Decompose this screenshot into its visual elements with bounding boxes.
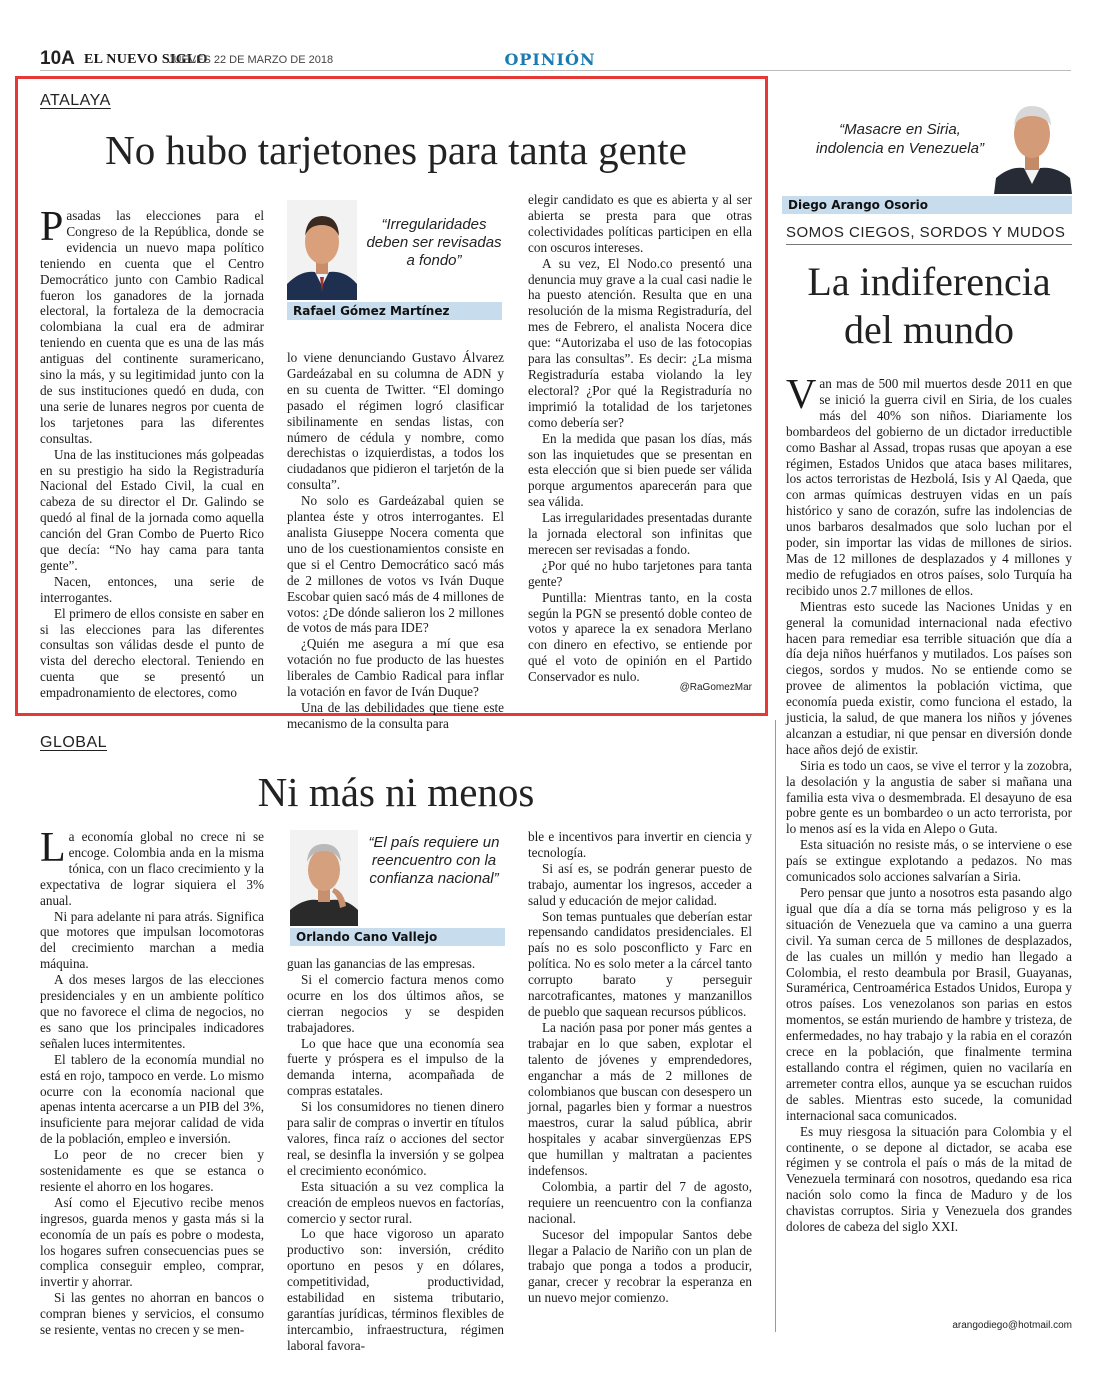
paragraph: Si los consumidores no tienen dinero para salir de compras o invertir en títulos valores, finca raíz o acciones del sector real, se desinfla la inversión y se golpea el crecimiento económico. — [287, 1099, 504, 1178]
paragraph: No solo es Gardeázabal quien se plantea éste y otros interrogantes. El analista Giuseppe Nocera comenta que uno de los cuestionamientos consiste en que si el Centro Democrático sacó más de 2 millones de votos vs Iván Duque Escobar quien sacó más de 4 millones de votos: ¿De dónde salieron los 2 millones de votos de más para IDE? — [287, 493, 504, 636]
paragraph: A su vez, El Nodo.co presentó una denuncia muy grave a la cual casi nadie le ha puesto atención. Resulta que en una resolución de la misma Registraduría, del mes de Febrero, el analista Nocera dice que: “Autorizaba el uso de las fotocopias para las consultas”. Es decir: ¿La misma Registraduría estaba violando la ley electoral? ¿Por qué la Registraduría no imprimió la totalidad de los tarjetones como debería ser? — [528, 255, 752, 430]
page-number: 10A — [40, 48, 75, 69]
paragraph: Son temas puntuales que deberían estar repensando candidatos presidenciales. El país no es solo posconflicto y Farc en política. No es solo meter a la cárcel tanto corrupto barato y perseguir narcotraficantes, matones y manzanillos de pueblo que saquean recursos públicos. — [528, 908, 752, 1019]
paragraph: Van mas de 500 mil muertos desde 2011 en que se inició la guerra civil en Siria, de los cuales más del 40% son niños. Diariamente los bombardeos del gobierno de un dictador irreductible como Bashar al Assad, tropas rusas que apoyan a ese régimen, Estados Unidos que ataca bases militares, los actos terroristas de Hezbolá, Isis y Al Qaeda, que con armas químicas destruyen vidas en un país histórico y sano de corazón, sufre las indolencias de unos barbaros desalmados que solo luchan por el poder, sin importar las vidas de millones de sirios. Mas de 12 millones de desplazados y 4 millones y medio de refugiados en otros países, solo Turquía ha recibido unos 2.7 millones de ellos. — [786, 372, 1072, 598]
atalaya-column-3 — [528, 192, 752, 685]
paragraph: Si las gentes no ahorran en bancos o compran bienes y servicios, el consumo se resiente, ventas no crecen y se men- — [40, 1290, 264, 1338]
author-name: Diego Arango Osorio — [782, 196, 1072, 214]
atalaya-headline: No hubo tarjetones para tanta gente — [105, 127, 687, 173]
paragraph: Colombia, a partir del 7 de agosto, requiere un reencuentro con la confianza nacional. — [528, 1178, 752, 1226]
paragraph: Es muy riesgosa la situación para Colombia y el continente, o se depone al dictador, se acaba ese régimen y se controla el país o más de la mitad de Venezuela terminará con nosotros, quedando esa rica nación solo como la finca de Maduro y de los chavistas corruptos. Siria y Venezuela dos grandes dolores de cabeza del siglo XXI. — [786, 1123, 1072, 1235]
sidebar-kicker: SOMOS CIEGOS, SORDOS Y MUDOS — [786, 224, 1072, 245]
paragraph: guan las ganancias de las empresas. — [287, 956, 476, 971]
global-column-2 — [287, 956, 504, 1354]
section-title: OPINIÓN — [504, 50, 596, 69]
paragraph: Una de las debilidades que tiene este mecanismo de la consulta para — [287, 699, 504, 731]
paragraph: El tablero de la economía mundial no está en rojo, tampoco en verde. Lo mismo ocurre con la economía nacional que apenas intenta acercarse a un PIB del 3%, insuficiente para mejorar calidad de vida de la población, empleo e inversión. — [40, 1051, 264, 1147]
paragraph: Pero pensar que junto a nosotros esta pasando algo igual que día a día se torna más peligroso y es la situación de Venezuela que va camino a una guerra civil. Ya suman cerca de 5 millones de desplazados, de las cuales un millón y medio han llegado a Colombia, el resto deambula por Brasil, Guayanas, Suramérica, Centroamérica Estados Unidos, Europa y otros países. Los venezolanos son parias en estos momentos, se están muriendo de hambre y tristeza, de enfermedades, no hay trabajo y la rabia en el corazón crece en la población, que finalmente termina estallando contra el régimen, quien no vacilaría en arremeter contra ellos, aunque ya se escuchan ruidos de sables. Mientras esto sucede, la comunidad internacional saca comunicados. — [786, 885, 1072, 1123]
paragraph: Las irregularidades presentadas durante la jornada electoral son infinitas que merecen ser revisadas a fondo. — [528, 510, 752, 557]
newspaper-name: EL NUEVO SIGLO — [84, 52, 208, 67]
author-email: arangodiego@hotmail.com — [952, 1320, 1072, 1331]
atalaya-column-1 — [40, 204, 264, 701]
author-photo — [290, 830, 358, 926]
paragraph: Así como el Ejecutivo recibe menos ingresos, guarda menos y gasta más si la economía de un país es pobre o modesta, los hogares sufren consecuencias pues se complica conseguir empleo, comprar, invertir y ahorrar. — [40, 1194, 264, 1290]
paragraph: elegir candidato es que es abierta y al ser abierta se presta para que otras colectividades políticas participen en ella con oscuros intereses. — [528, 192, 752, 255]
author-name: Orlando Cano Vallejo — [290, 928, 505, 946]
paragraph: El primero de ellos consiste en saber en si las elecciones para las diferentes consultas son válidas desde el punto de vista del derecho electoral. Teniendo en cuenta que se presentó un empadronamiento de electores, como — [40, 605, 264, 701]
issue-date: JUEVES 22 DE MARZO DE 2018 — [168, 54, 334, 66]
global-kicker: GLOBAL — [40, 734, 108, 751]
author-photo — [287, 200, 357, 300]
paragraph: lo viene denunciando Gustavo Álvarez Gardeázabal en su columna de ADN y en su cuenta de Twitter. “El domingo pasado el régimen logró clasificar sibilinamente en sendas listas, con número de cédula y nombre, como derechistas o izquierdistas, a todos los ciudadanos que pidieron el tarjetón de la consulta”. — [287, 350, 504, 493]
paragraph: Lo que hace que una economía sea fuerte y próspera es el impulso de la demanda interna, acompañada de compras estatales. — [287, 1035, 504, 1099]
author-photo — [990, 90, 1072, 194]
paragraph: ¿Quién me asegura a mí que esa votación no fue producto de las huestes liberales de Cambio Radical para inflar la votación en favor de Iván Duque? — [287, 636, 504, 700]
author-name: Rafael Gómez Martínez — [287, 302, 502, 320]
sidebar-pull-quote: “Masacre en Siria, indolencia en Venezuela” — [816, 121, 984, 157]
paragraph: Siria es todo un caos, se vive el terror y la zozobra, la desolación y la angustia de saber si mañana una familia esta viva o desmembrada. El desayuno de esa pobre gente es un bombardeo o un acto terrorista, por lo menos así es la vida en Alepo o Guta. — [786, 757, 1072, 837]
paragraph: Lo que hace vigoroso un aparato productivo son: inversión, crédito oportuno en pesos y en dólares, competitividad, productividad, estabilidad en sistema tributario, garantías jurídicas, términos flexibles de intercambio, infraestructura, régimen laboral favora- — [287, 1226, 504, 1353]
paragraph: Lo peor de no crecer bien y sostenidamente es que se estanca o resiente el ahorro en los hogares. — [40, 1147, 264, 1194]
paragraph: Nacen, entonces, una serie de interrogantes. — [40, 573, 264, 605]
paragraph: Si así es, se podrán generar puesto de trabajo, aumentar los ingresos, acceder a salud y educación de mejor calidad. — [528, 860, 752, 908]
paragraph: En la medida que pasan los días, más son las inquietudes que se presentan en esta elección que si bien puede ser válida porque argumentos aparecerán para que sea válida. — [528, 430, 752, 510]
author-handle: @RaGomezMar — [679, 682, 752, 693]
global-column-3 — [528, 829, 752, 1306]
global-headline: Ni más ni menos — [257, 769, 535, 815]
paragraph: Sucesor del impopular Santos debe llegar a Palacio de Nariño con un plan de trabajo que ponga a todos a producir, ganar, crecer y recobrar la esperanza en un nuevo mejor comienzo. — [528, 1226, 752, 1306]
column-divider — [775, 720, 776, 1332]
sidebar-headline: La indiferencia del mundo — [807, 259, 1051, 352]
pull-quote: “Irregularidades deben ser revisadas a fondo” — [366, 216, 502, 269]
paragraph: ble e incentivos para invertir en ciencia y tecnología. — [528, 829, 752, 860]
paragraph: Ni para adelante ni para atrás. Significa que motores que impulsan locomotoras del crecimiento marchan a media máquina. — [40, 908, 264, 972]
paragraph: Mientras esto sucede las Naciones Unidas y en general la comunidad internacional nada efectivo hacen para remediar esa terrible situación que día a día deja niños huérfanos y mutilados. Los países son ciegos, sordos y mudos. No se entiende como se provee de alimentos la población victima, que economía pueda existir, como funciona el estado, la justicia, la salud, de que manera los niños y jóvenes alcanzan a estudiar, ni que pensar en diversión donde hace años dejó de existir. — [786, 598, 1072, 757]
sidebar-article-body — [786, 372, 1072, 1235]
paragraph: Puntilla: Mientras tanto, en la costa según la PGN se presentó doble conteo de votos y aparece la ex senadora Merlano con dinero en efectivo, se entiende por qué el voto de opinión en el Partido Conservador es nulo. — [528, 589, 752, 685]
paragraph: Esta situación no resiste más, o se interviene o ese país se extingue explotando a pedazos. No mas comunicados solo acciones salvarían a Siria. — [786, 837, 1072, 885]
paragraph: Si el comercio factura menos como ocurre en los dos últimos años, se cierran negocios y se despiden trabajadores. — [287, 971, 504, 1035]
paragraph: La nación pasa por poner más gentes a trabajar en lo que saben, explotar el talento de jóvenes y emprendedores, enganchar a más de 2 millones de colombianos que buscan con desespero un jornal, pagarles bien y formar a nuestros maestros, curar la salud pública, abrir hospitales y acabar sinvergüenzas EPS que humillan y maltratan a pacientes indefensos. — [528, 1019, 752, 1179]
global-column-1 — [40, 825, 264, 1338]
paragraph: A dos meses largos de las elecciones presidenciales y en un ambiente político que no favorece el clima de negocios, no es sano que los principales indicadores señalen luces intermitentes. — [40, 972, 264, 1051]
atalaya-kicker: ATALAYA — [40, 92, 111, 109]
atalaya-column-2 — [287, 350, 504, 732]
header-rule — [40, 70, 1071, 71]
pull-quote: “El país requiere un reencuentro con la confianza nacional” — [368, 834, 500, 887]
paragraph: Una de las instituciones más golpeadas en su prestigio ha sido la Registraduría Nacional del Estado Civil, la cual en cabeza de su director el Dr. Galindo se quedó al final de la jornada como aquella canción del Gran Combo de Puerto Rico que decía: “No hay cama para tanta gente”. — [40, 446, 264, 573]
paragraph: Esta situación a su vez complica la creación de empleos nuevos en factorías, comercio y sector rural. — [287, 1178, 504, 1226]
paragraph: ¿Por qué no hubo tarjetones para tanta gente? — [528, 557, 752, 589]
paragraph: Pasadas las elecciones para el Congreso de la República, donde se evidencia un nuevo mapa político teniendo en cuenta que el Centro Democrático junto con Cambio Radical fueron los ganadores de la jornada electoral, la fortaleza de la democracia colombiana la cual era de admirar teniendo en cuenta que es una de las más antiguas del continente suramericano, sino la más, y su legitimidad junto con la de sus instituciones quedó en duda, con una serie de lunares negros por cuenta de los tarjetones para las diferentes consultas. — [40, 204, 264, 446]
paragraph: La economía global no crece ni se encoge. Colombia anda en la misma tónica, con un flaco crecimiento y la expectativa de lograr siquiera el 3% anual. — [40, 825, 264, 908]
